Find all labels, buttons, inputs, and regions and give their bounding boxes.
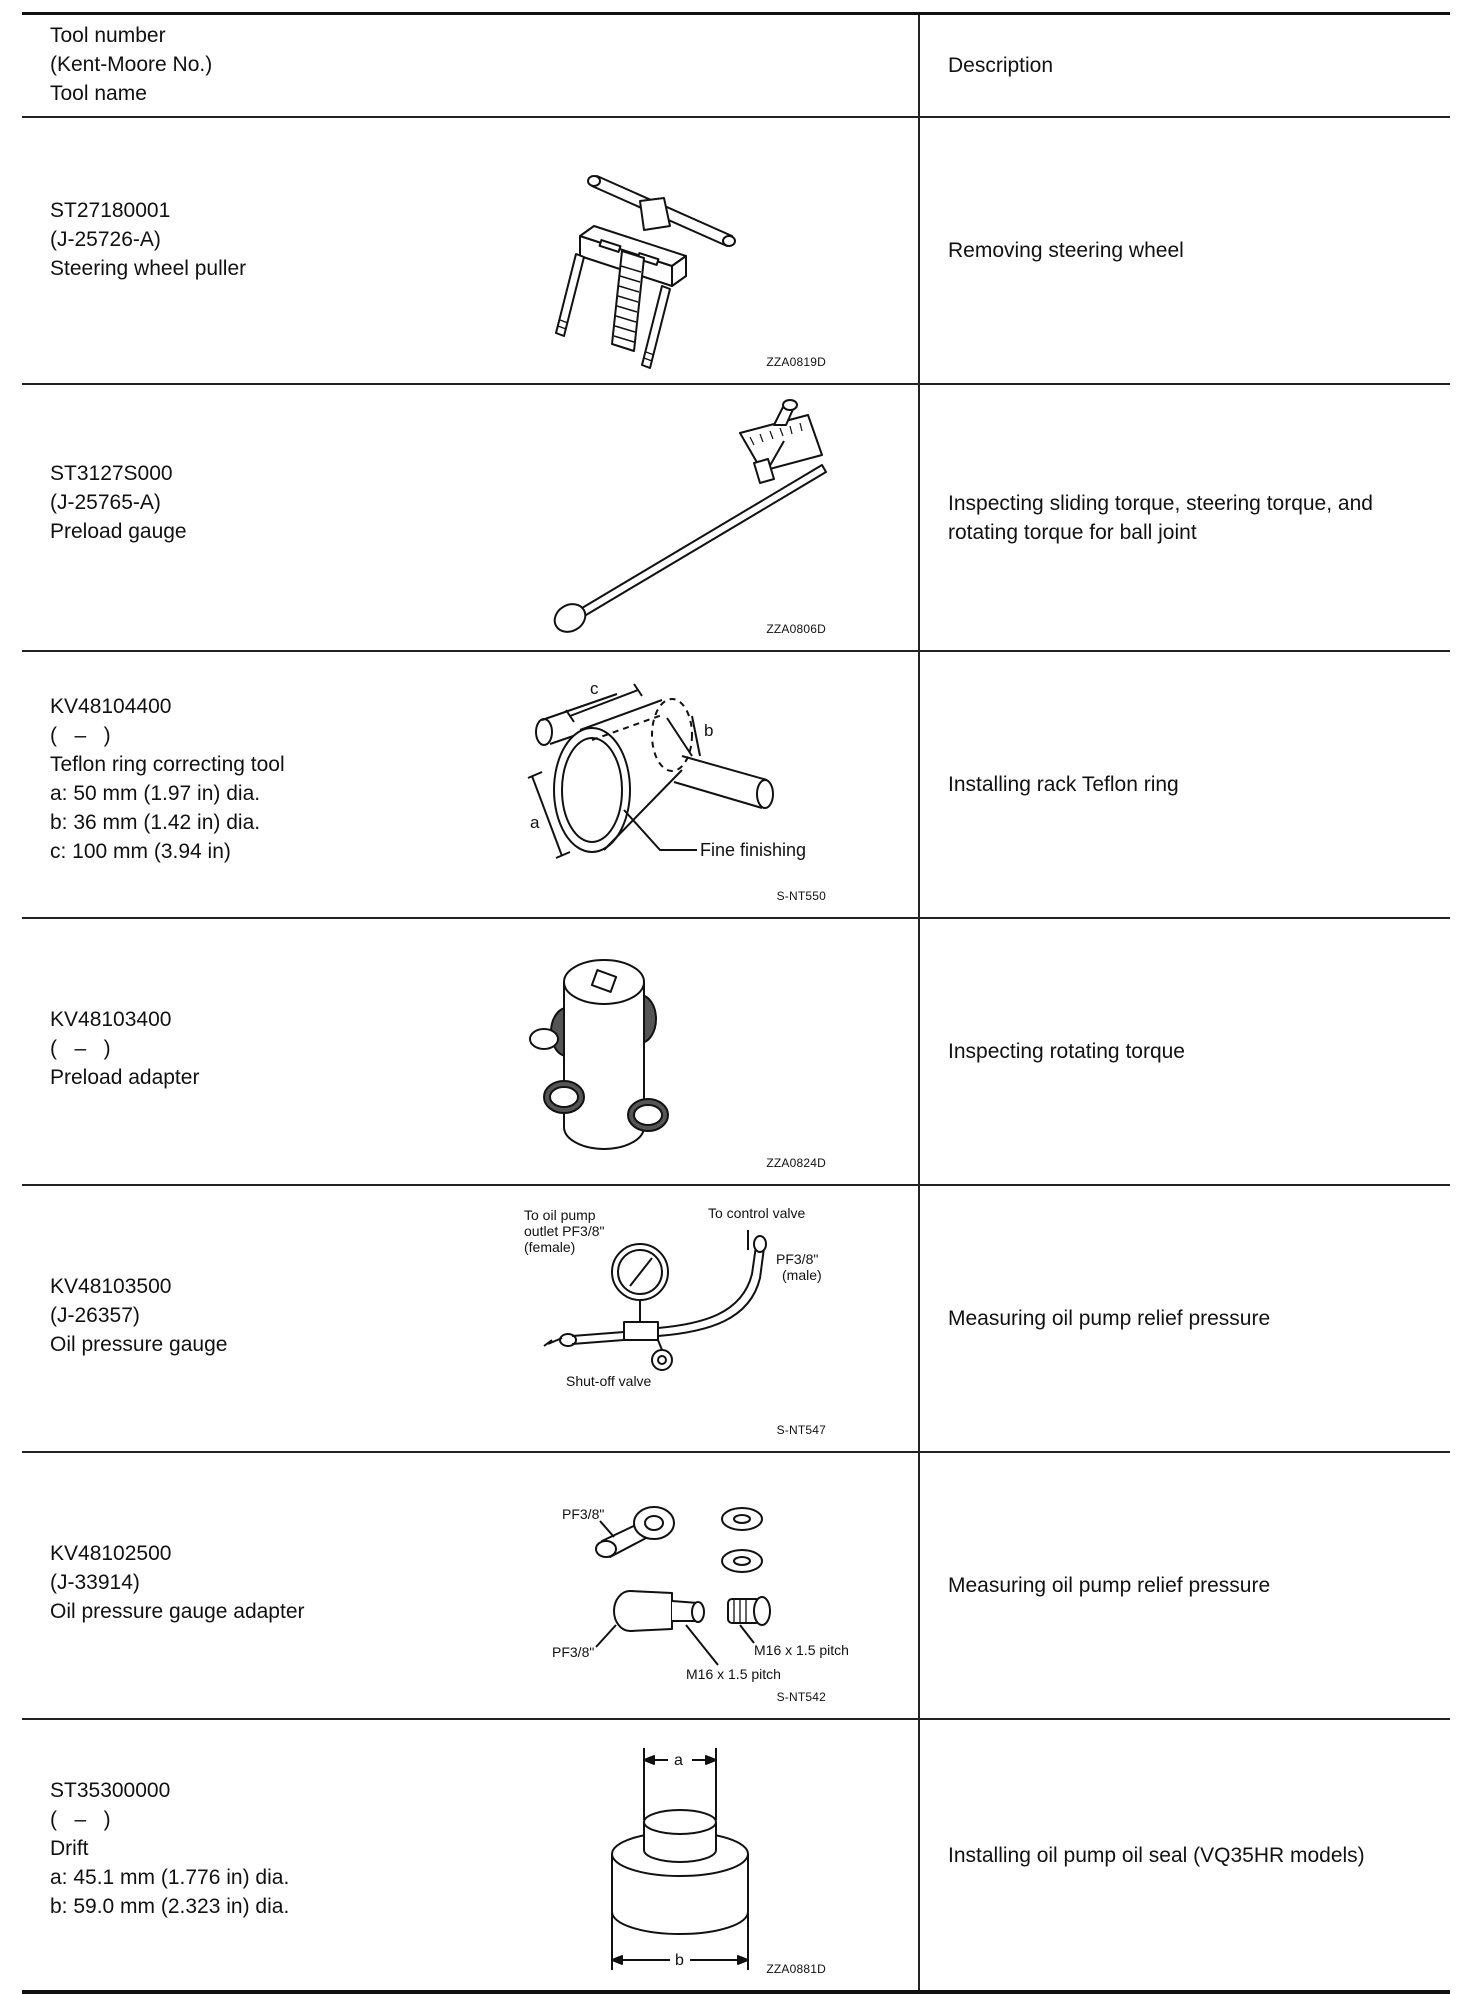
table-row — [22, 651, 1450, 918]
kent-moore-number: ( – ) — [50, 724, 111, 747]
label-pf-bottom: PF3/8" — [552, 1644, 595, 1660]
label-shut-off-valve: Shut-off valve — [566, 1373, 652, 1389]
preload-gauge-icon — [522, 393, 902, 643]
kent-moore-number: ( – ) — [50, 1808, 111, 1831]
kent-moore-number: (J-25765-A) — [50, 491, 161, 514]
teflon-ring-tool-icon — [522, 660, 902, 910]
tool-name: Preload gauge — [50, 520, 187, 543]
dimension-b: b: 59.0 mm (2.323 in) dia. — [50, 1895, 290, 1918]
special-service-tools-table — [22, 15, 1450, 1990]
figure-code: S-NT550 — [776, 889, 826, 903]
figure-code: S-NT547 — [776, 1423, 826, 1437]
label-a: a — [530, 813, 540, 832]
tool-number: KV48102500 — [50, 1542, 172, 1565]
label-m16-bottom: M16 x 1.5 pitch — [686, 1666, 781, 1682]
description-cell — [919, 384, 1450, 651]
tool-number: KV48104400 — [50, 695, 172, 718]
header-tool-name: Tool name — [50, 82, 147, 105]
table-header-row — [22, 15, 1450, 117]
label-m16-right: M16 x 1.5 pitch — [754, 1642, 849, 1658]
label-outlet: outlet PF3/8" — [524, 1223, 605, 1239]
figure-code: ZZA0824D — [766, 1156, 826, 1170]
description-cell — [919, 1452, 1450, 1719]
label-male: (male) — [782, 1267, 822, 1283]
tool-description: Measuring oil pump relief pressure — [948, 1307, 1271, 1330]
tool-description: Installing rack Teflon ring — [948, 773, 1179, 796]
tool-name: Preload adapter — [50, 1066, 200, 1089]
kent-moore-number: (J-25726-A) — [50, 228, 161, 251]
tool-number: KV48103500 — [50, 1275, 172, 1298]
figure-code: ZZA0806D — [766, 622, 826, 636]
dimension-b: b: 36 mm (1.42 in) dia. — [50, 811, 261, 834]
tool-cell — [22, 651, 919, 918]
header-kent-moore: (Kent-Moore No.) — [50, 53, 213, 76]
tool-description: Inspecting sliding torque, steering torque, and rotating torque for ball joint — [948, 491, 1373, 544]
tool-cell — [22, 1719, 919, 1990]
tool-name: Oil pressure gauge — [50, 1333, 228, 1356]
dimension-c: c: 100 mm (3.94 in) — [50, 840, 231, 863]
dimension-a: a: 45.1 mm (1.776 in) dia. — [50, 1866, 290, 1889]
header-description-cell — [919, 15, 1450, 117]
dimension-a: a: 50 mm (1.97 in) dia. — [50, 782, 261, 805]
label-c: c — [590, 679, 599, 698]
figure-code: ZZA0881D — [766, 1962, 826, 1976]
tool-number: ST27180001 — [50, 199, 171, 222]
table-row — [22, 1719, 1450, 1990]
tool-name: Oil pressure gauge adapter — [50, 1600, 305, 1623]
label-a: a — [674, 1752, 683, 1769]
drift-icon — [522, 1732, 902, 1982]
tool-cell — [22, 117, 919, 384]
header-tool-cell — [22, 15, 919, 117]
tool-description: Measuring oil pump relief pressure — [948, 1574, 1271, 1597]
preload-adapter-icon — [522, 927, 902, 1177]
steering-wheel-puller-icon — [522, 126, 902, 376]
description-cell — [919, 918, 1450, 1185]
label-pf-male: PF3/8" — [776, 1251, 819, 1267]
label-to-control-valve: To control valve — [708, 1205, 806, 1221]
tool-cell — [22, 384, 919, 651]
label-female: (female) — [524, 1239, 576, 1255]
table-row — [22, 918, 1450, 1185]
tool-number: KV48103400 — [50, 1008, 172, 1031]
label-pf-top: PF3/8" — [562, 1506, 605, 1522]
kent-moore-number: (J-33914) — [50, 1571, 140, 1594]
header-tool-number: Tool number — [50, 24, 166, 47]
description-cell — [919, 1719, 1450, 1990]
label-b: b — [675, 1952, 684, 1969]
tool-name: Steering wheel puller — [50, 257, 247, 280]
table-row — [22, 384, 1450, 651]
tool-cell — [22, 1452, 919, 1719]
label-fine-finishing: Fine finishing — [700, 840, 807, 860]
tool-name: Drift — [50, 1837, 89, 1860]
tool-description: Removing steering wheel — [948, 239, 1184, 262]
oil-pressure-gauge-icon — [512, 1194, 892, 1444]
figure-code: ZZA0819D — [766, 355, 826, 369]
tool-cell — [22, 1185, 919, 1452]
tool-number: ST3127S000 — [50, 462, 173, 485]
bottom-rule — [22, 1990, 1450, 1994]
description-cell — [919, 651, 1450, 918]
figure-code: S-NT542 — [776, 1690, 826, 1704]
description-cell — [919, 1185, 1450, 1452]
header-description: Description — [948, 53, 1054, 77]
table-row — [22, 117, 1450, 384]
tool-name: Teflon ring correcting tool — [50, 753, 285, 776]
kent-moore-number: ( – ) — [50, 1037, 111, 1060]
tool-number: ST35300000 — [50, 1779, 171, 1802]
tool-description: Installing oil pump oil seal (VQ35HR models) — [948, 1843, 1365, 1867]
label-b: b — [704, 721, 714, 740]
label-to-oil-pump: To oil pump — [524, 1207, 596, 1223]
tool-cell — [22, 918, 919, 1185]
tool-table-sheet — [22, 12, 1450, 1994]
tool-description: Inspecting rotating torque — [948, 1040, 1185, 1063]
gauge-adapter-icon — [522, 1461, 902, 1711]
kent-moore-number: (J-26357) — [50, 1304, 140, 1327]
table-row — [22, 1452, 1450, 1719]
table-row — [22, 1185, 1450, 1452]
description-cell — [919, 117, 1450, 384]
